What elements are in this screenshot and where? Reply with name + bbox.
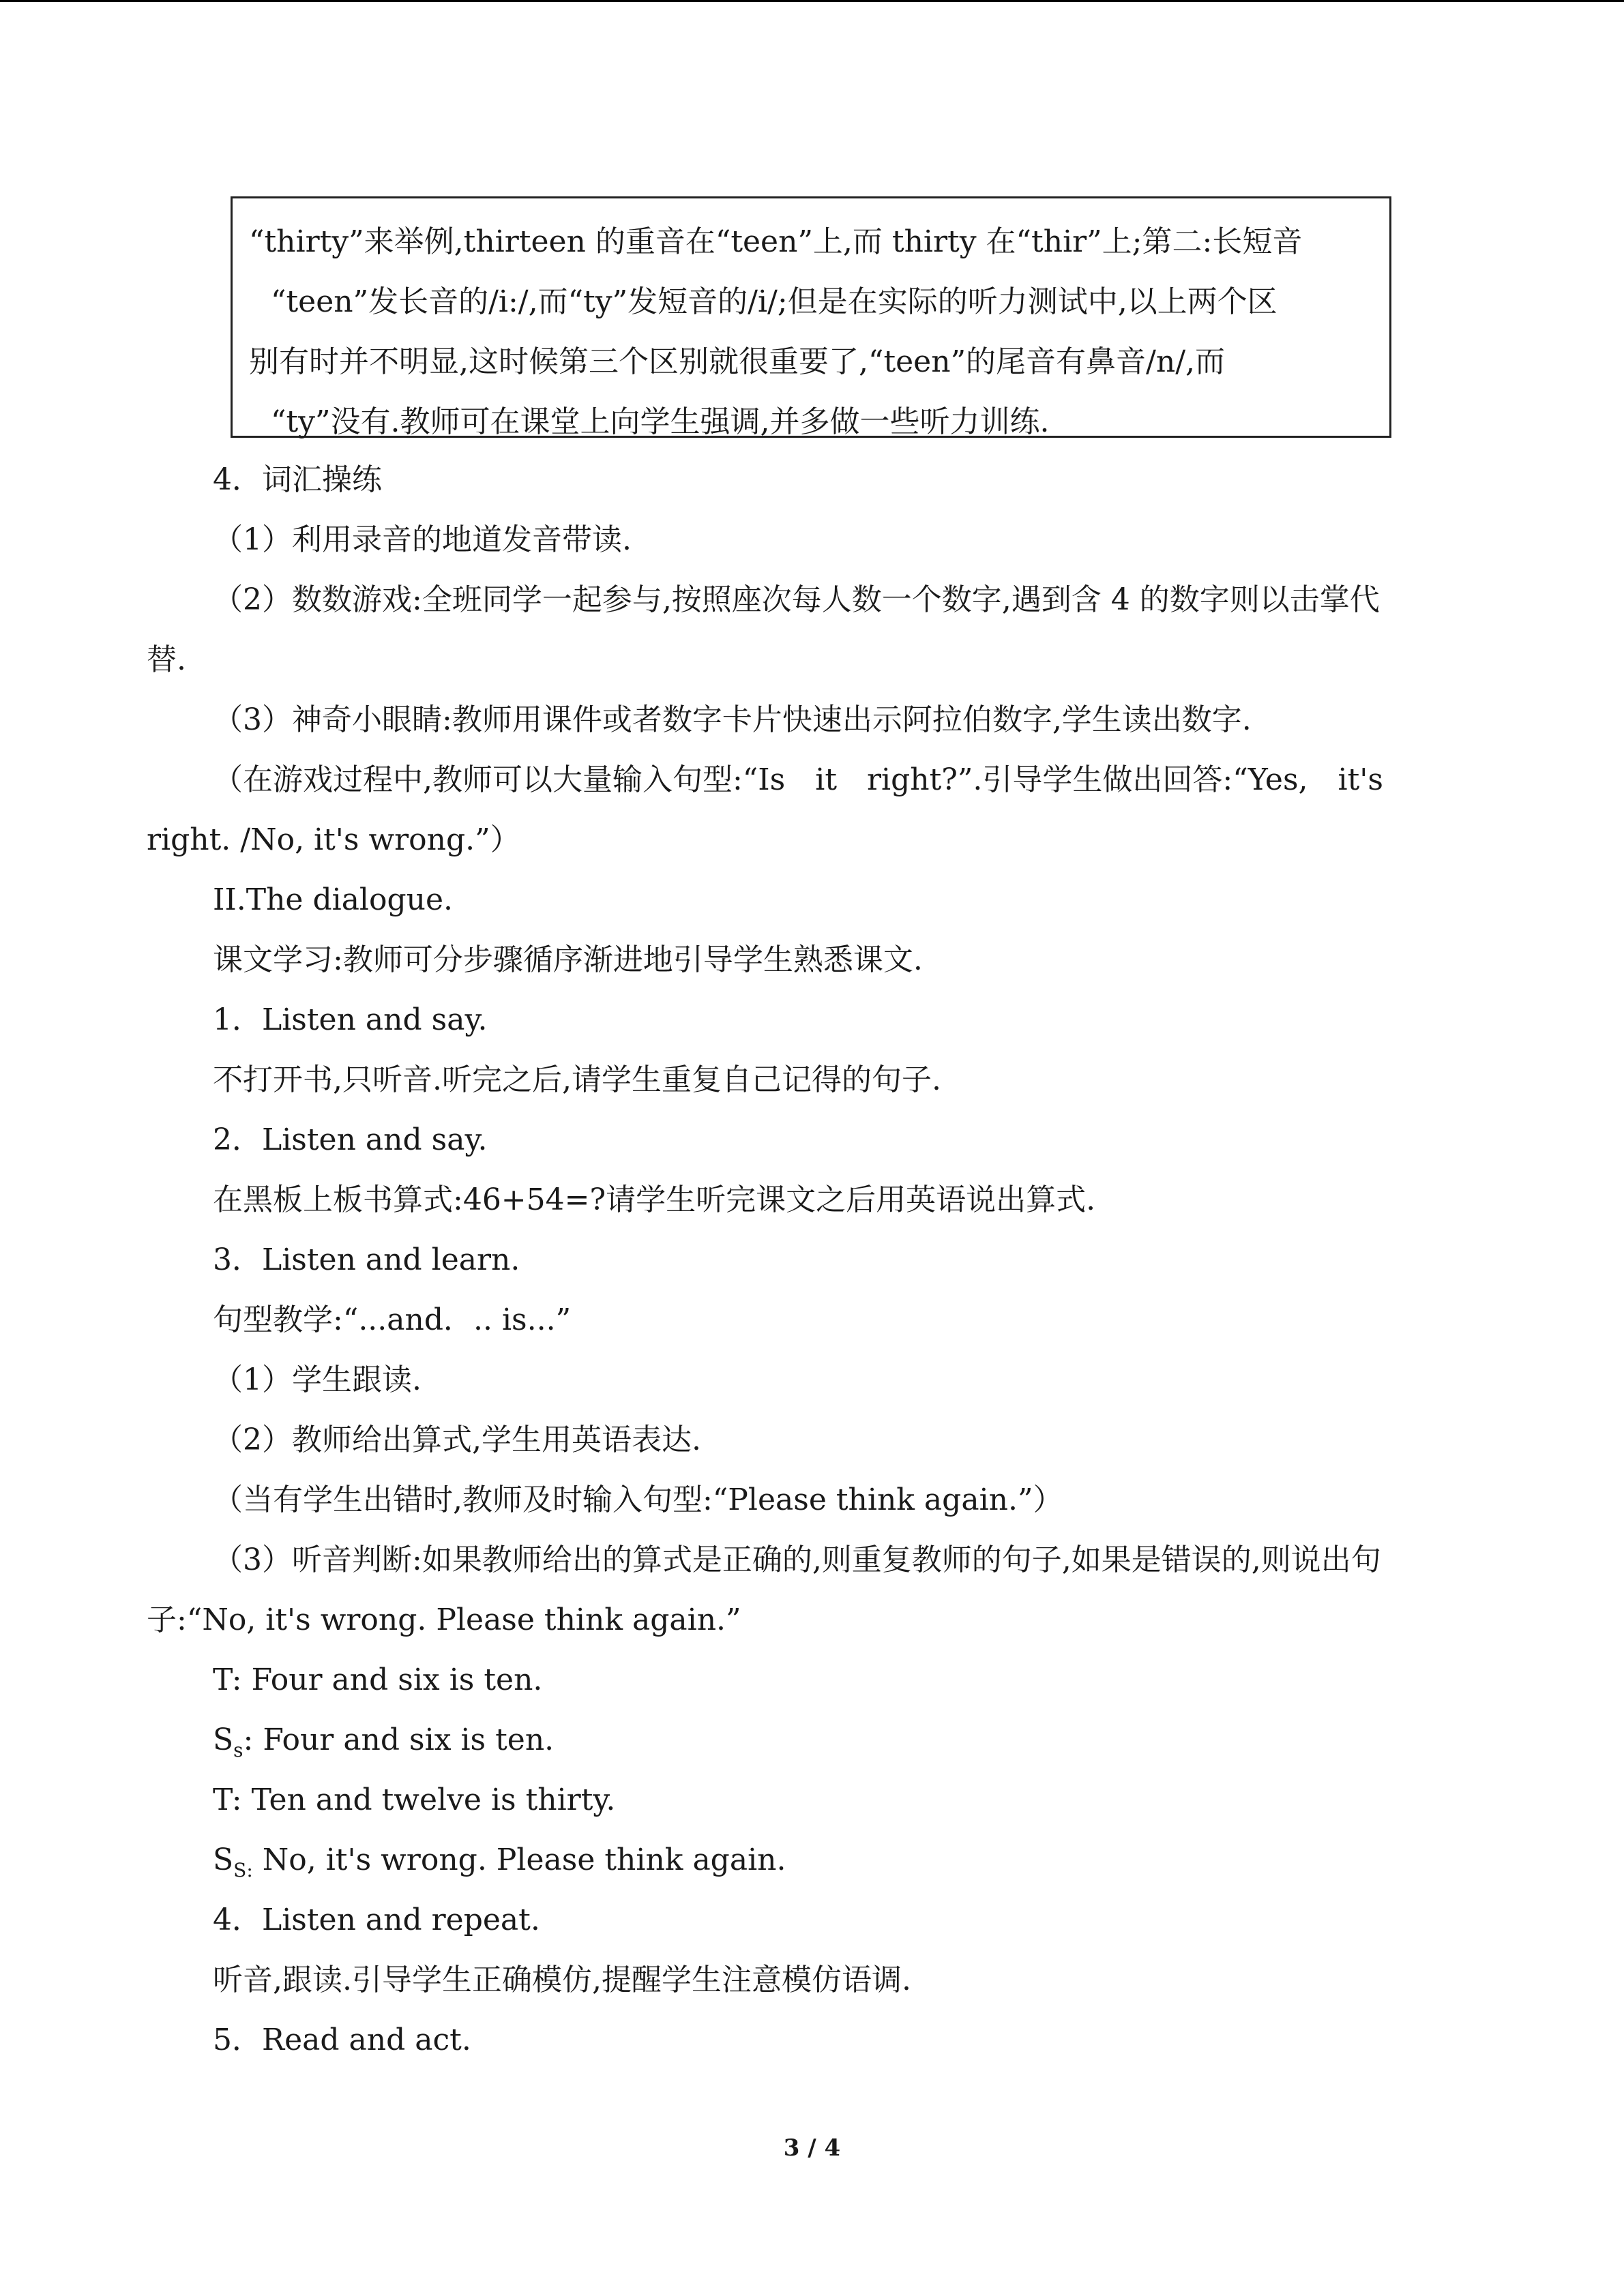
speaker-label: S bbox=[213, 1843, 234, 1877]
paragraph: （2）教师给出算式,学生用英语表达. bbox=[213, 1422, 701, 1457]
note-line: “thirty”来举例,thirteen 的重音在“teen”上,而 thirty 在“thir”上;第二:长短音 bbox=[249, 224, 1303, 259]
dialogue-line bbox=[147, 1830, 1483, 1890]
step-heading: 5．Read and act. bbox=[213, 2023, 471, 2057]
dialogue-text: No, it's wrong. Please think again. bbox=[252, 1843, 786, 1877]
paragraph-continuation: 替. bbox=[147, 642, 186, 677]
speaker-subscript: S: bbox=[233, 1859, 253, 1881]
paragraph: （1）学生跟读. bbox=[213, 1362, 422, 1397]
paragraph: 在黑板上板书算式:46+54=?请学生听完课文之后用英语说出算式. bbox=[213, 1182, 1096, 1217]
dialogue-line bbox=[147, 1710, 1483, 1770]
body-text bbox=[147, 450, 1483, 2070]
step-heading: 3．Listen and learn. bbox=[213, 1242, 520, 1277]
paragraph-continuation: right. /No, it's wrong.”） bbox=[147, 822, 520, 857]
step-heading: 2．Listen and say. bbox=[213, 1122, 488, 1157]
note-line: 别有时并不明显,这时候第三个区别就很重要了,“teen”的尾音有鼻音/n/,而 bbox=[249, 344, 1226, 379]
dialogue-line: T: Four and six is ten. bbox=[213, 1663, 543, 1697]
paragraph: 听音,跟读.引导学生正确模仿,提醒学生注意模仿语调. bbox=[213, 1963, 911, 1997]
paragraph: 课文学习:教师可分步骤循序渐进地引导学生熟悉课文. bbox=[213, 942, 923, 977]
paragraph: （2）数数游戏:全班同学一起参与,按照座次每人数一个数字,遇到含 4 的数字则以击掌代 bbox=[213, 582, 1380, 617]
note-line: “teen”发长音的/i:/,而“ty”发短音的/i/;但是在实际的听力测试中,以上两个区 bbox=[271, 284, 1278, 319]
paragraph: （在游戏过程中,教师可以大量输入句型:“Is it right?”.引导学生做出回答:“Yes, it's bbox=[213, 762, 1383, 797]
note-line: “ty”没有.教师可在课堂上向学生强调,并多做一些听力训练. bbox=[271, 404, 1050, 439]
paragraph: （3）神奇小眼睛:教师用课件或者数字卡片快速出示阿拉伯数字,学生读出数字. bbox=[213, 702, 1252, 737]
paragraph: （3）听音判断:如果教师给出的算式是正确的,则重复教师的句子,如果是错误的,则说出句 bbox=[213, 1542, 1381, 1577]
page-number: 3 / 4 bbox=[783, 2134, 841, 2162]
speaker-subscript: s bbox=[233, 1739, 243, 1761]
dialogue-line: T: Ten and twelve is thirty. bbox=[213, 1783, 616, 1817]
section-heading-dialogue: II.The dialogue. bbox=[213, 882, 454, 917]
paragraph-continuation: 子:“No, it's wrong. Please think again.” bbox=[147, 1602, 741, 1637]
paragraph: 不打开书,只听音.听完之后,请学生重复自己记得的句子. bbox=[213, 1062, 941, 1097]
step-heading: 1．Listen and say. bbox=[213, 1002, 488, 1037]
note-box bbox=[231, 196, 1391, 438]
section-heading-vocab-drill: 4．词汇操练 bbox=[213, 462, 382, 497]
paragraph: （当有学生出错时,教师及时输入句型:“Please think again.”） bbox=[213, 1482, 1063, 1517]
paragraph: 句型教学:“...and．.. is...” bbox=[213, 1302, 572, 1337]
paragraph: （1）利用录音的地道发音带读. bbox=[213, 522, 632, 557]
speaker-label: S bbox=[213, 1723, 234, 1757]
step-heading: 4．Listen and repeat. bbox=[213, 1903, 540, 1937]
dialogue-text: : Four and six is ten. bbox=[243, 1723, 555, 1757]
